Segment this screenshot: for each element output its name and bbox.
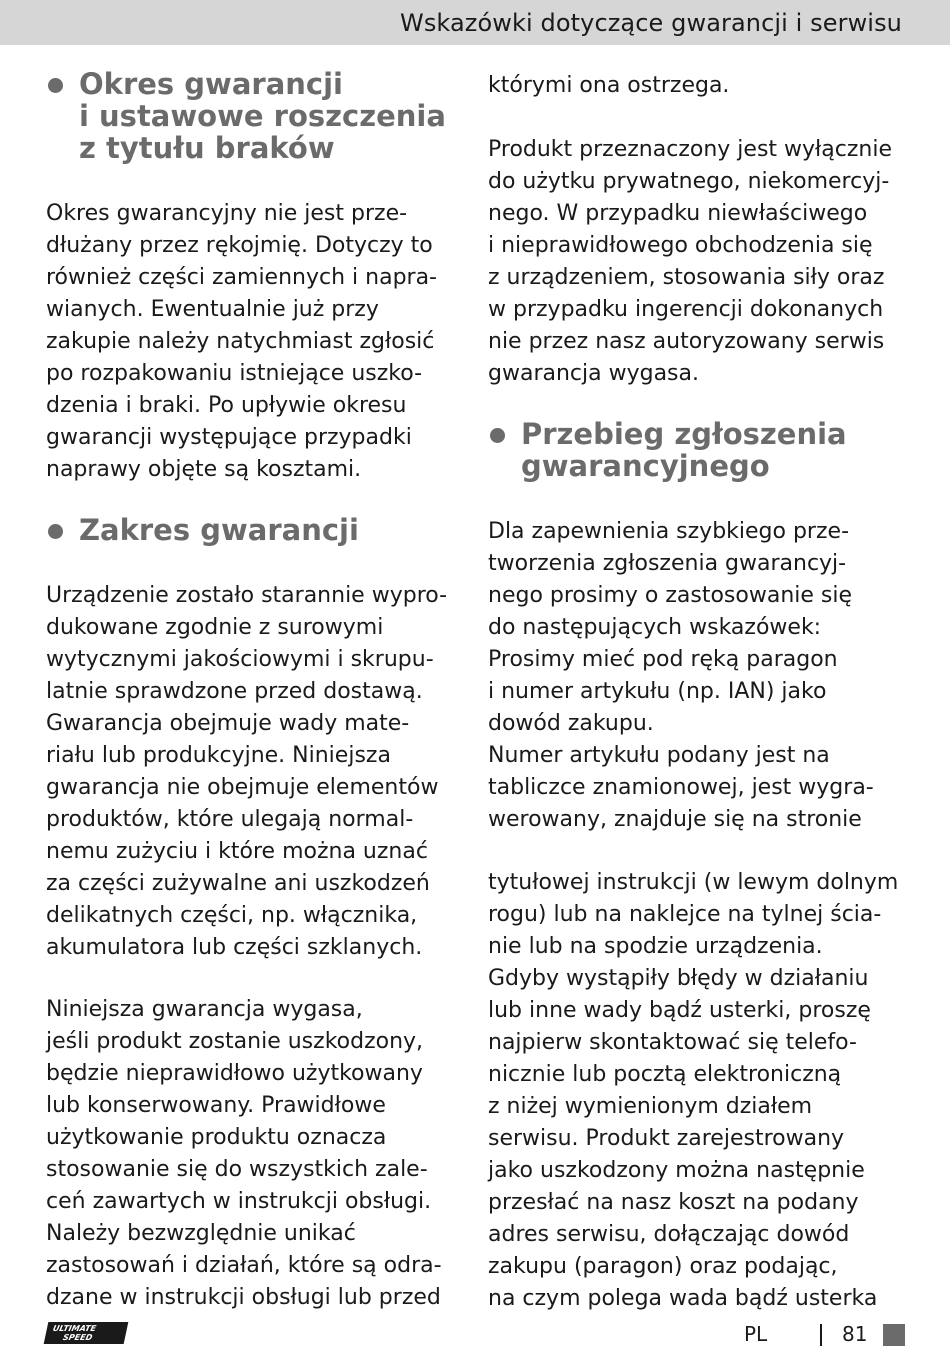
- paragraph-continuation: [488, 70, 928, 102]
- text-line: lub konserwowany. Prawidłowe: [46, 1093, 386, 1118]
- text-line: i numer artykułu (np. IAN) jako: [488, 679, 827, 704]
- text-line: wytycznymi jakościowymi i skrupu-: [46, 647, 434, 672]
- text-line: najpierw skontaktować się telefo-: [488, 1030, 857, 1055]
- logo-text-line: SPEED: [62, 1333, 94, 1342]
- footer-language: PL: [744, 1322, 768, 1346]
- text-line: Prosimy mieć pod ręką paragon: [488, 647, 838, 672]
- text-line: delikatnych części, np. włącznika,: [46, 903, 418, 928]
- text-line: akumulatora lub części szklanych.: [46, 935, 423, 960]
- text-line: tytułowej instrukcji (w lewym dolnym: [488, 870, 899, 895]
- text-line: Urządzenie zostało starannie wypro-: [46, 583, 448, 608]
- text-line: gwarancja nie obejmuje elementów: [46, 775, 439, 800]
- text-line: dzenia i braki. Po upływie okresu: [46, 393, 407, 418]
- heading-warranty-claim: [488, 418, 918, 482]
- text-line: stosowanie się do wszystkich zale-: [46, 1157, 428, 1182]
- paragraph-claim-contact: [488, 867, 928, 1315]
- text-line: w przypadku ingerencji dokonanych: [488, 297, 884, 322]
- text-line: przesłać na nasz koszt na podany: [488, 1190, 859, 1215]
- footer-divider: [820, 1324, 822, 1346]
- paragraph-warranty-scope: [46, 580, 486, 964]
- text-line: adres serwisu, dołączając dowód: [488, 1222, 850, 1247]
- text-line: Należy bezwzględnie unikać: [46, 1221, 356, 1246]
- heading-warranty-scope: [46, 514, 476, 546]
- text-line: nie lub na spodzie urządzenia.: [488, 934, 823, 959]
- text-line: dłużany przez rękojmię. Dotyczy to: [46, 233, 433, 258]
- text-line: Dla zapewnienia szybkiego prze-: [488, 519, 850, 544]
- header-bar: [0, 0, 950, 45]
- page-number: 81: [842, 1322, 868, 1346]
- text-line: Produkt przeznaczony jest wyłącznie: [488, 137, 893, 162]
- heading-line: i ustawowe roszczenia: [79, 99, 446, 133]
- footer-square-icon: [883, 1324, 905, 1346]
- text-line: po rozpakowaniu istniejące uszko-: [46, 361, 423, 386]
- logo-text-line: ULTIMATE: [52, 1324, 97, 1333]
- bullet-icon: [48, 524, 63, 539]
- text-line: wianych. Ewentualnie już przy: [46, 297, 379, 322]
- text-line: Gdyby wystąpiły błędy w działaniu: [488, 966, 869, 991]
- paragraph-warranty-expiry: [46, 994, 486, 1314]
- page-header-title: Wskazówki dotyczące gwarancji i serwisu: [399, 9, 902, 37]
- text-line: nemu zużyciu i które można uznać: [46, 839, 428, 864]
- text-line: zakupie należy natychmiast zgłosić: [46, 329, 435, 354]
- text-line: Niniejsza gwarancja wygasa,: [46, 997, 363, 1022]
- bullet-icon: [490, 428, 505, 443]
- heading-line: gwarancyjnego: [521, 449, 770, 483]
- text-line: nego prosimy o zastosowanie się: [488, 583, 853, 608]
- text-line: werowany, znajduje się na stronie: [488, 807, 862, 832]
- text-line: nicznie lub pocztą elektroniczną: [488, 1062, 842, 1087]
- text-line: riału lub produkcyjne. Niniejsza: [46, 743, 391, 768]
- paragraph-private-use: [488, 134, 928, 390]
- text-line: Okres gwarancyjny nie jest prze-: [46, 201, 408, 226]
- heading-line: Zakres gwarancji: [79, 513, 359, 547]
- paragraph-claim-instructions: [488, 516, 928, 836]
- text-line: użytkowanie produktu oznacza: [46, 1125, 387, 1150]
- text-line: ceń zawartych w instrukcji obsługi.: [46, 1189, 432, 1214]
- text-line: serwisu. Produkt zarejestrowany: [488, 1126, 845, 1151]
- text-line: produktów, które ulegają normal-: [46, 807, 414, 832]
- bullet-icon: [48, 78, 63, 93]
- text-line: naprawy objęte są kosztami.: [46, 457, 362, 482]
- text-line: nie przez nasz autoryzowany serwis: [488, 329, 885, 354]
- text-line: Numer artykułu podany jest na: [488, 743, 830, 768]
- text-line: nego. W przypadku niewłaściwego: [488, 201, 868, 226]
- text-line: tabliczce znamionowej, jest wygra-: [488, 775, 874, 800]
- text-line: jeśli produkt zostanie uszkodzony,: [46, 1029, 424, 1054]
- text-line: na czym polega wada bądź usterka: [488, 1286, 878, 1311]
- text-line: gwarancja wygasa.: [488, 361, 699, 386]
- paragraph-warranty-period: [46, 198, 486, 486]
- text-line: dzane w instrukcji obsługi lub przed: [46, 1285, 441, 1310]
- text-line: jako uszkodzony można następnie: [488, 1158, 865, 1183]
- text-line: z urządzeniem, stosowania siły oraz: [488, 265, 885, 290]
- text-line: również części zamiennych i napra-: [46, 265, 437, 290]
- text-line: zakupu (paragon) oraz podając,: [488, 1254, 838, 1279]
- text-line: za części zużywalne ani uszkodzeń: [46, 871, 430, 896]
- text-line: z niżej wymienionym działem: [488, 1094, 813, 1119]
- brand-logo: [44, 1322, 129, 1344]
- text-line: latnie sprawdzone przed dostawą.: [46, 679, 423, 704]
- text-line: gwarancji występujące przypadki: [46, 425, 412, 450]
- heading-warranty-period: [46, 68, 476, 164]
- text-line: dukowane zgodnie z surowymi: [46, 615, 384, 640]
- text-line: do następujących wskazówek:: [488, 615, 822, 640]
- text-line: lub inne wady bądź usterki, proszę: [488, 998, 871, 1023]
- heading-line: z tytułu braków: [79, 131, 335, 165]
- text-line: będzie nieprawidłowo użytkowany: [46, 1061, 423, 1086]
- text-line: zastosowań i działań, które są odra-: [46, 1253, 442, 1278]
- text-line: którymi ona ostrzega.: [488, 73, 730, 98]
- text-line: rogu) lub na naklejce na tylnej ścia-: [488, 902, 882, 927]
- text-line: do użytku prywatnego, niekomercyj-: [488, 169, 890, 194]
- text-line: i nieprawidłowego obchodzenia się: [488, 233, 873, 258]
- text-line: dowód zakupu.: [488, 711, 654, 736]
- heading-line: Przebieg zgłoszenia: [521, 417, 847, 451]
- text-line: tworzenia zgłoszenia gwarancyj-: [488, 551, 847, 576]
- heading-line: Okres gwarancji: [79, 67, 343, 101]
- text-line: Gwarancja obejmuje wady mate-: [46, 711, 410, 736]
